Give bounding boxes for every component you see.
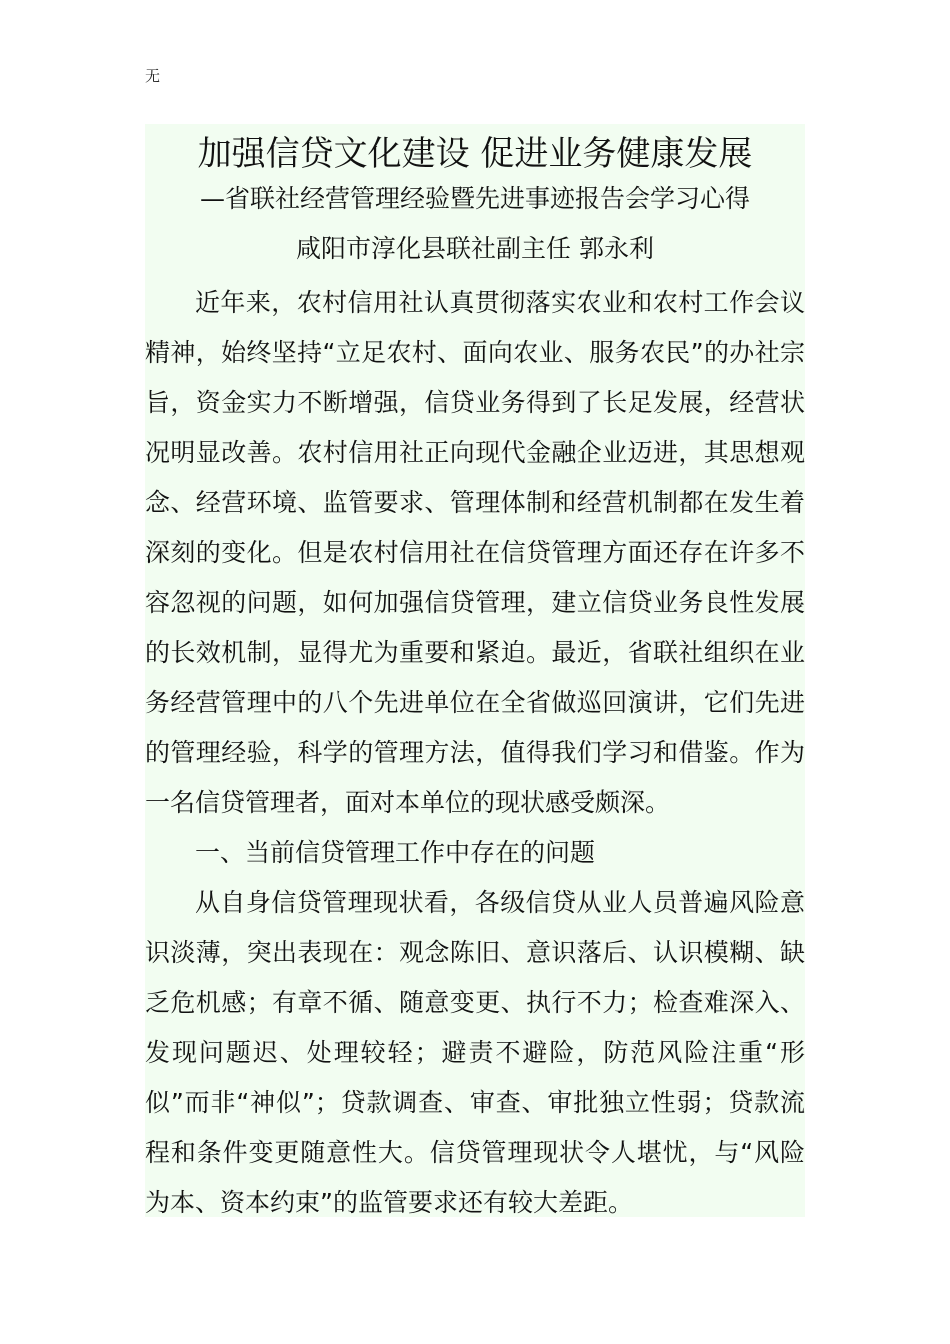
intro-paragraph: 近年来，农村信用社认真贯彻落实农业和农村工作会议精神，始终坚持“立足农村、面向农业、服务农民”的办社宗旨，资金实力不断增强，信贷业务得到了长足发展，经营状况明显改善。农村信用社正向现代金融企业迈进，其思想观念、经营环境、监管要求、管理体制和经营机制都在发生着深刻的变化。但是农村信用社在信贷管理方面还存在许多不容忽视的问题，如何加强信贷管理，建立信贷业务良性发展的长效机制，显得尤为重要和紧迫。最近，省联社组织在业务经营管理中的八个先进单位在全省做巡回演讲，它们先进的管理经验，科学的管理方法，值得我们学习和借鉴。作为一名信贷管理者，面对本单位的现状感受颇深。	[145, 288, 805, 817]
document-author: 咸阳市淳化县联社副主任 郭永利	[296, 234, 654, 263]
section-paragraph: 从自身信贷管理现状看，各级信贷从业人员普遍风险意识淡薄，突出表现在：观念陈旧、意识落后、认识模糊、缺乏危机感；有章不循、随意变更、执行不力；检查难深入、发现问题迟、处理较轻；避责不避险，防范风险注重“形似”而非“神似”；贷款调查、审查、审批独立性弱；贷款流程和条件变更随意性大。信贷管理现状令人堪忧，与“风险为本、资本约束”的监管要求还有较大差距。	[145, 888, 805, 1217]
document-body	[145, 124, 805, 1217]
document-title: 加强信贷文化建设 促进业务健康发展	[197, 134, 753, 174]
document-subtitle: —省联社经营管理经验暨先进事迹报告会学习心得	[199, 184, 750, 213]
document-text	[145, 278, 805, 1228]
page-header-mark: 无	[145, 67, 161, 85]
section-heading: 一、当前信贷管理工作中存在的问题	[195, 838, 596, 867]
